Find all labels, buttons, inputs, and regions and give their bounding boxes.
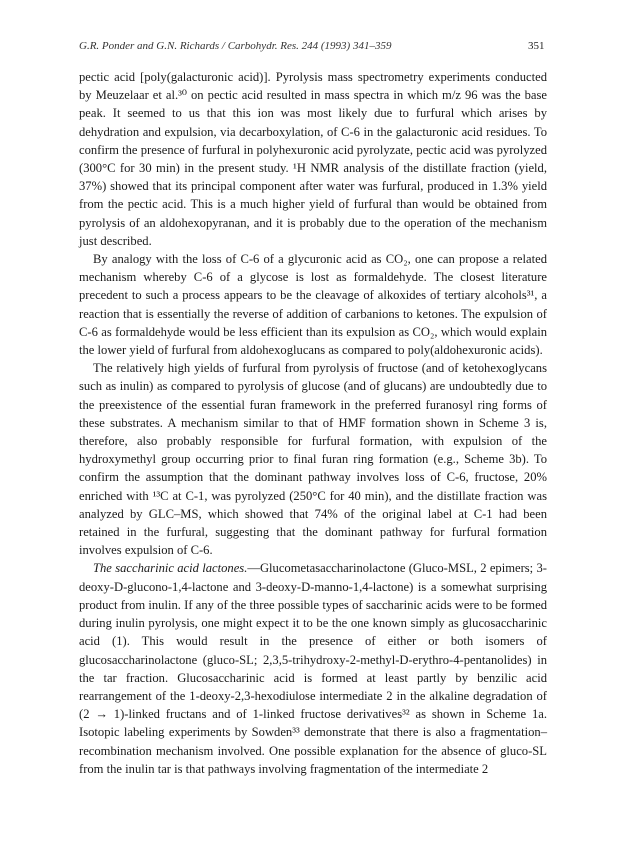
page-number: 351 xyxy=(528,40,545,52)
paragraph-saccharinic-lactones xyxy=(79,559,547,777)
running-head: G.R. Ponder and G.N. Richards / Carbohydr. Res. 244 (1993) 341–359 xyxy=(79,40,392,52)
section-title: The saccharinic acid lactones. xyxy=(93,561,248,576)
body-text xyxy=(79,68,547,778)
paragraph-fructose-furfural: The relatively high yields of furfural from pyrolysis of fructose (and of ketohexoglycans such as inulin) as compared to pyrolysis of glucose (and of glucans) are undoubtedly due to the preexistence of the essential furan framework in the preferred furanosyl ring forms of these substrates. A mechanism similar to that of HMF formation shown in Scheme 3 is, therefore, also probably responsible for furfural formation, with expulsion of the hydroxymethyl group occurring prior to final furan ring formation (e.g., Scheme 3b). To confirm the assumption that the dominant pathway involves loss of C-6, fructose, 20% enriched with ¹³C at C-1, was pyrolyzed (250°C for 40 min), and the distillate fraction was analyzed by GLC–MS, which showed that 74% of the original label at C-1 had been retained in the furfural, suggesting that the dominant pathway for furfural formation involves expulsion of C-6. xyxy=(79,361,547,558)
paragraph-pectic-acid: pectic acid [poly(galacturonic acid)]. Pyrolysis mass spectrometry experiments conducted by Meuzelaar et al.³⁰ on pectic acid resulted in mass spectra in which m/z 96 was the base peak. It seemed to us that this ion was most likely due to furfural which arises by dehydration and expulsion, via decarboxylation, of C-6 in the galacturonic acid residues. To confirm the presence of furfural in polyhexuronic acid pyrolyzate, pectic acid was pyrolyzed (300°C for 30 min) in the present study. ¹H NMR analysis of the distillate fraction (yield, 37%) showed that its principal component after water was furfural, produced in 1.3% yield from the pectic acid. This is a much higher yield of furfural than would be obtained from pyrolysis of an aldohexopyranan, and it is probably due to the operation of the mechanism just described. xyxy=(79,70,547,248)
paragraph-formaldehyde-mechanism: By analogy with the loss of C-6 of a glycuronic acid as CO₂, one can propose a related mechanism whereby C-6 of a glycose is lost as formaldehyde. The closest literature precedent to such a process appears to be the cleavage of alkoxides of tertiary alcohols³¹, a reaction that is essentially the reverse of addition of carbanions to ketones. The expulsion of C-6 as formaldehyde would be less efficient than its expulsion as CO₂, which would explain the lower yield of furfural from aldohexoglucans as compared to poly(aldohexuronic acids). xyxy=(79,252,547,358)
section-text: —Glucometasaccharinolactone (Gluco-MSL, 2 epimers; 3-deoxy-D-glucono-1,4-lactone and 3-deoxy-D-manno-1,4-lactone) is a somewhat surprising product from inulin. If any of the three possible types of saccharinic acids were to be formed during inulin pyrolysis, one might expect it to be the one known simply as glucosaccharinic acid (1). This would result in the presence of either or both isomers of glucosaccharinolactone (gluco-SL; 2,3,5-trihydroxy-2-methyl-D-erythro-4-pentanolides) in the tar fraction. Glucosaccharinic acid is formed at least partly by benzilic acid rearrangement of the 1-deoxy-2,3-hexodiulose intermediate 2 in the alkaline degradation of (2 → 1)-linked fructans and of 1-linked fructose derivatives³² as shown in Scheme 1a. Isotopic labeling experiments by Sowden³³ demonstrate that there is also a fragmentation–recombination mechanism involved. One possible explanation for the absence of gluco-SL from the inulin tar is that pathways involving fragmentation of the intermediate 2 xyxy=(79,561,547,776)
